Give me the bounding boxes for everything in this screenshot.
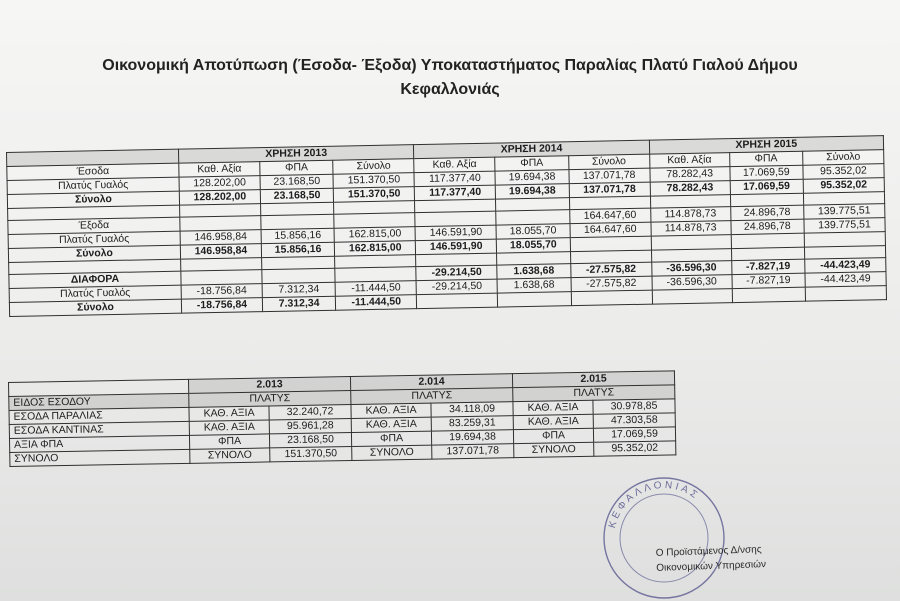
value-cell: 139.775,51 [804,204,885,220]
value-cell: -44.423,49 [805,272,886,288]
value-cell [261,214,335,229]
value-cell [651,235,731,251]
year-header: ΧΡΗΣΗ 2013 [178,145,414,164]
value-cell: 32.240,72 [269,405,351,420]
value-cell: 17.069,59 [593,427,675,442]
value-cell: 1.638,68 [497,278,571,293]
value-cell: -29.214,50 [416,279,497,295]
value-cell: 146.958,84 [180,244,261,260]
year-header: 2.013 [188,377,350,394]
row-label: Πλατύς Γυαλός [7,177,179,194]
location-sublabel: ΠΛΑΤΥΣ [189,391,351,408]
value-cell: -27.575,82 [570,262,651,278]
value-kind: ΚΑΘ. ΑΞΙΑ [513,400,593,415]
column-header: Καθ. Αξία [649,153,729,169]
row-label: Σύνολο [9,299,181,316]
value-cell: -27.575,82 [571,276,652,292]
value-cell: 34.118,09 [431,402,513,417]
row-label: Πλατύς Γυαλός [9,285,181,302]
value-cell: -44.423,49 [805,258,886,274]
value-cell [570,236,651,252]
value-cell [732,287,806,302]
summary-table [8,370,676,467]
svg-text:ΚΕΦΑΛΛΟΝΙΑΣ: ΚΕΦΑΛΛΟΝΙΑΣ [606,479,702,530]
value-cell [571,290,652,306]
document-title [20,54,880,102]
value-cell: 146.591,90 [415,225,496,241]
location-sublabel: ΠΛΑΤΥΣ [351,388,513,405]
value-cell: 95.352,02 [803,164,884,180]
title-line-1: Οικονομική Αποτύπωση (Έσοδα- Έξοδα) Υποκαταστήματος Παραλίας Πλατύ Γιαλού Δήμου [102,57,798,74]
value-cell: 19.694,38 [495,170,569,185]
value-cell: 24.896,78 [731,219,805,234]
value-kind: ΦΠΑ [189,434,269,449]
value-cell: 17.069,59 [730,179,804,194]
value-cell [731,233,805,248]
value-cell [496,210,570,225]
column-header: Σύνολο [568,154,649,170]
value-cell: 7.312,34 [262,282,336,297]
value-cell: 19.694,38 [431,430,513,445]
value-kind: ΣΥΝΟΛΟ [514,442,594,457]
value-kind: ΚΑΘ. ΑΞΙΑ [351,417,431,432]
row-label: Σύνολο [7,191,179,208]
value-cell: -29.214,50 [416,265,497,281]
value-cell: -36.596,30 [651,261,731,277]
value-cell: 137.071,78 [569,168,650,184]
row-label: ΕΣΟΔΑ ΠΑΡΑΛΙΑΣ [9,407,189,424]
value-kind: ΦΠΑ [513,428,593,443]
value-cell: -18.756,84 [181,284,262,300]
value-kind: ΚΑΘ. ΑΞΙΑ [189,406,269,421]
value-cell [180,216,261,232]
row-label: Έξοδα [8,217,180,234]
value-cell: 78.282,43 [650,167,730,183]
value-kind: ΚΑΘ. ΑΞΙΑ [513,414,593,429]
value-cell: -11.444,50 [336,295,417,311]
value-cell: 164.647,60 [569,208,650,224]
value-cell: -7.827,19 [732,273,806,288]
year-header: ΧΡΗΣΗ 2014 [414,140,650,159]
column-header: ΦΠΑ [729,151,803,166]
row-label: ΑΞΙΑ ΦΠΑ [9,435,189,452]
value-cell: 146.591,90 [416,239,497,255]
value-cell: 95.352,02 [594,441,676,456]
value-kind: ΣΥΝΟΛΟ [352,445,432,460]
value-cell: 162.815,00 [334,227,415,243]
value-cell: 23.168,50 [260,188,334,203]
value-cell: 78.282,43 [650,181,730,197]
value-cell: -18.756,84 [181,298,262,314]
value-cell: -7.827,19 [731,259,805,274]
financial-table [6,135,887,317]
value-cell: 19.694,38 [496,184,570,199]
value-cell: 18.055,70 [497,238,571,253]
value-cell [805,286,886,302]
value-cell [262,268,336,283]
row-label: Σύνολο [8,245,180,262]
value-cell: 15.856,16 [261,242,335,257]
value-cell: 164.647,60 [570,222,651,238]
value-cell: 162.815,00 [335,241,416,257]
value-cell: 23.168,50 [260,174,334,189]
value-cell: 128.202,00 [179,190,260,206]
value-cell: 24.896,78 [730,205,804,220]
value-cell: 18.055,70 [496,224,570,239]
value-kind: ΦΠΑ [351,431,431,446]
value-cell: 30.978,85 [593,399,675,414]
value-cell: 1.638,68 [497,264,571,279]
row-header: ΕΙΔΟΣ ΕΣΟΔΟΥ [9,393,189,410]
value-cell [804,232,885,248]
row-label: ΔΙΑΦΟΡΑ [9,271,181,288]
value-cell: 17.069,59 [730,165,804,180]
value-cell: 47.303,58 [593,413,675,428]
year-header: ΧΡΗΣΗ 2015 [649,136,884,154]
value-cell: 95.961,28 [269,419,351,434]
value-cell: 139.775,51 [804,218,885,234]
value-cell: 15.856,16 [261,228,335,243]
value-cell: 114.878,73 [650,207,730,223]
value-kind: ΚΑΘ. ΑΞΙΑ [351,403,431,418]
row-label: Πλατύς Γυαλός [8,231,180,248]
column-header: Καθ. Αξία [179,162,260,178]
value-cell [417,293,498,309]
row-label: ΕΣΟΔΑ ΚΑΝΤΙΝΑΣ [9,421,189,438]
value-cell: 137.071,78 [432,444,514,459]
value-cell: 23.168,50 [269,433,351,448]
value-cell [652,289,732,305]
value-cell: 151.370,50 [333,173,414,189]
value-cell: 137.071,78 [569,182,650,198]
location-sublabel: ΠΛΑΤΥΣ [513,385,675,402]
income-label: Έσοδα [7,163,179,180]
column-header: Σύνολο [333,159,414,175]
value-cell: -36.596,30 [652,275,732,291]
value-cell [335,267,416,283]
value-cell: 117.377,40 [415,185,496,201]
value-kind: ΣΥΝΟΛΟ [190,448,270,463]
column-header: ΦΠΑ [495,156,569,171]
value-cell: 151.370,50 [334,187,415,203]
value-cell: 146.958,84 [180,230,261,246]
title-line-2: Κεφαλλονιάς [400,81,500,98]
column-header: Σύνολο [803,150,884,166]
value-cell [415,211,496,227]
value-cell: 117.377,40 [414,171,495,187]
value-cell: 7.312,34 [262,296,336,311]
value-cell [498,292,572,307]
value-cell: -11.444,50 [335,281,416,297]
value-cell: 83.259,31 [431,416,513,431]
column-header: ΦΠΑ [260,160,334,175]
year-header: 2.014 [350,374,512,391]
value-cell: 128.202,00 [179,176,260,192]
signature-block [656,542,767,576]
row-label: ΣΥΝΟΛΟ [10,449,190,466]
value-cell: 114.878,73 [651,221,731,237]
column-header: Καθ. Αξία [414,157,495,173]
signature-line-1: Ο Προϊστάμενος Δ/νσης [655,544,762,559]
value-cell: 151.370,50 [270,447,352,462]
year-header: 2.015 [512,371,674,388]
value-cell: 95.352,02 [803,178,884,194]
official-stamp-icon [596,470,732,601]
signature-line-2: Οικονομικών Υπηρεσιών [656,559,767,574]
value-kind: ΚΑΘ. ΑΞΙΑ [189,420,269,435]
